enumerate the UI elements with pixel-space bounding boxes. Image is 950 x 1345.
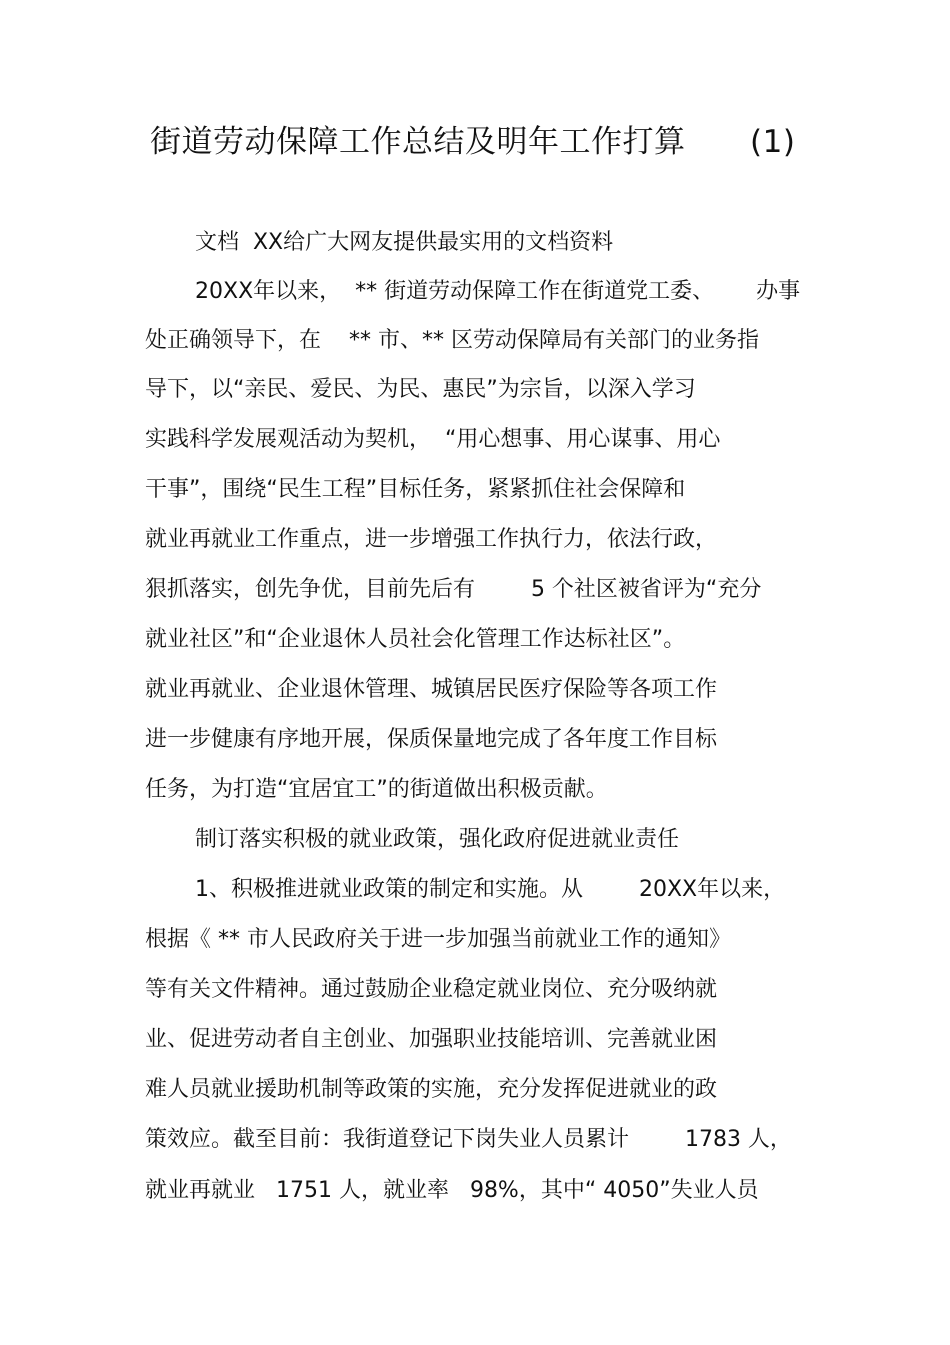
body-line: 处正确领导下，在 ** 市、** 区劳动保障局有关部门的业务指 (145, 328, 759, 353)
title-number: (1) (750, 124, 796, 160)
body-line: 进一步健康有序地开展，保质保量地完成了各年度工作目标 (145, 727, 718, 752)
body-line: 导下，以“亲民、爱民、为民、惠民”为宗旨，以深入学习 (145, 377, 696, 402)
body-line: 任务，为打造“宜居宜工”的街道做出积极贡献。 (145, 777, 608, 802)
body-line: 实践科学发展观活动为契机， “用心想事、用心谋事、用心 (145, 427, 721, 452)
section-heading: 制订落实积极的就业政策，强化政府促进就业责任 (195, 827, 680, 852)
document-title (150, 118, 796, 166)
body-line: 就业再就业、企业退休管理、城镇居民医疗保险等各项工作 (145, 677, 718, 702)
body-line: 根据《 ** 市人民政府关于进一步加强当前就业工作的通知》 (145, 927, 731, 952)
body-line: 干事”，围绕“民生工程”目标任务，紧紧抓住社会保障和 (145, 477, 686, 502)
body-line: 20XX年以来， ** 街道劳动保障工作在街道党工委、 办事 (195, 279, 801, 304)
body-line: 等有关文件精神。通过鼓励企业稳定就业岗位、充分吸纳就 (145, 977, 718, 1002)
body-line: 1、积极推进就业政策的制定和实施。从 20XX年以来， (195, 877, 786, 902)
body-line: 就业再就业 1751 人，就业率 98%，其中“ 4050”失业人员 (145, 1178, 759, 1203)
body-line: 就业社区”和“企业退休人员社会化管理工作达标社区”。 (145, 627, 686, 652)
body-line: 难人员就业援助机制等政策的实施，充分发挥促进就业的政 (145, 1077, 718, 1102)
body-line: 文档 XX给广大网友提供最实用的文档资料 (195, 230, 614, 255)
title-text: 街道劳动保障工作总结及明年工作打算 (150, 124, 686, 160)
body-line: 业、促进劳动者自主创业、加强职业技能培训、完善就业困 (145, 1027, 718, 1052)
body-line: 就业再就业工作重点，进一步增强工作执行力，依法行政， (145, 527, 718, 552)
body-line: 狠抓落实，创先争优，目前先后有 5 个社区被省评为“充分 (145, 577, 762, 602)
body-line: 策效应。截至目前：我街道登记下岗失业人员累计 1783 人， (145, 1127, 792, 1152)
